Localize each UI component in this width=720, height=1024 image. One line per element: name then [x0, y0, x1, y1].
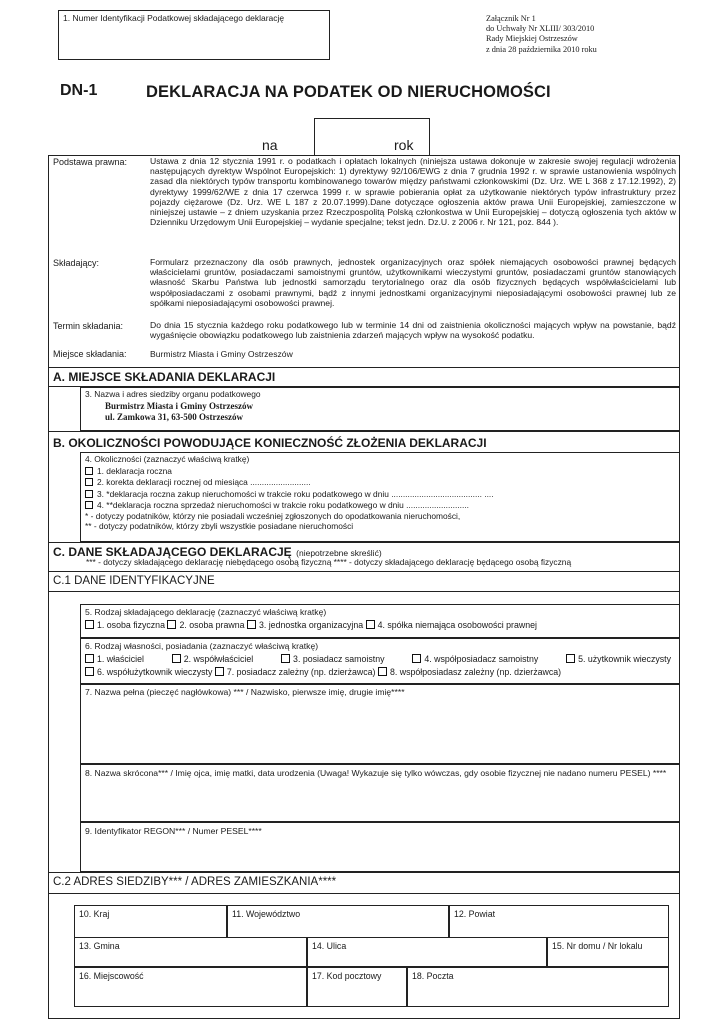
field-label: 12. Powiat — [454, 909, 496, 919]
full-name-label: 7. Nazwa pełna (pieczęć nagłówkowa) *** / Nazwisko, pierwsze imię, drugie imię**** — [85, 687, 405, 697]
short-name-field[interactable] — [80, 764, 680, 822]
skladajacy-label: Składający: — [53, 258, 100, 268]
option-org-unit[interactable] — [247, 620, 363, 630]
ownership-type-label: 6. Rodzaj własności, posiadania (zaznaczyć właściwą kratkę) — [85, 641, 319, 651]
option-label: 2. współwłaściciel — [183, 654, 254, 664]
field-label: 14. Ulica — [312, 941, 347, 951]
tax-office-label: 3. Nazwa i adres siedziby organu podatkowego — [85, 389, 261, 399]
tax-office-field — [80, 387, 680, 431]
divider — [48, 893, 680, 894]
footnote-1: * - dotyczy podatników, którzy nie posiadali wcześniej zgłoszonych do opodatkowania nieruchomości, — [85, 511, 461, 522]
skladajacy-text: Formularz przeznaczony dla osób prawnych, jednostek organizacyjnych oraz spółek niemających osobowości prawnej będących właścicielami gruntów, posiadaczami samoistnymi gruntów, użytkownikami wieczystymi gruntów, posiadaczami gruntów stanowiących własność Skarbu Państwa lub jednostki samorządu terytorialnego oraz dla osób fizycznych będących współwłaścicielami lub współposiadaczami z osobami prawnymi, bądź z innymi jednostkami organizacyjnymi nieposiadającymi osobowości prawnej lub ze spółkami nieposiadającymi osobowości prawnej. — [150, 257, 676, 308]
regon-pesel-field[interactable] — [80, 822, 680, 872]
nip-field[interactable] — [58, 10, 330, 60]
option-company[interactable] — [366, 620, 537, 630]
section-c-title: C. DANE SKŁADAJĄCEGO DEKLARACJĘ — [53, 545, 292, 559]
miejsce-text: Burmistrz Miasta i Gminy Ostrzeszów — [150, 349, 293, 359]
option-label: 4. współposiadacz samoistny — [424, 654, 539, 664]
field-label: 17. Kod pocztowy — [312, 971, 382, 981]
commune-field[interactable] — [74, 937, 307, 967]
post-office-field[interactable] — [407, 967, 669, 1007]
option-label: 4. spółka niemająca osobowości prawnej — [377, 620, 537, 630]
tax-office-name: Burmistrz Miasta i Gminy Ostrzeszów — [105, 401, 253, 412]
option-purchase[interactable] — [81, 489, 679, 500]
divider — [48, 431, 680, 432]
checkbox[interactable] — [85, 654, 94, 663]
option-label: 3. *deklaracja roczna zakup nieruchomości w trakcie roku podatkowego w dniu ....................................... .... — [97, 488, 494, 499]
field-label: 18. Poczta — [412, 971, 454, 981]
option-sale[interactable] — [81, 500, 679, 511]
termin-text: Do dnia 15 stycznia każdego roku podatkowego lub w terminie 14 dni od zaistnienia okoliczności mających wpływ na powstanie, bądź wygaśnięcie obowiązku podatkowego lub zaistnienia zdarzeń mających wpływ na wysokość podatku. — [150, 320, 676, 341]
option-label: 3. jednostka organizacyjna — [258, 620, 364, 630]
option-label: 1. właściciel — [97, 654, 144, 664]
city-field[interactable] — [74, 967, 307, 1007]
option-label: 4. **deklaracja roczna sprzedaż nieruchomości w trakcie roku podatkowego w dniu ........................... — [97, 499, 469, 510]
annex-note — [486, 14, 706, 55]
checkbox[interactable] — [85, 620, 94, 629]
taxpayer-type-field — [80, 604, 680, 638]
option-perpetual-user[interactable] — [566, 653, 671, 666]
checkbox[interactable] — [247, 620, 256, 629]
checkbox[interactable] — [167, 620, 176, 629]
checkbox[interactable] — [566, 654, 575, 663]
ownership-row-1 — [81, 653, 679, 666]
checkbox[interactable] — [85, 478, 93, 486]
field-label: 11. Województwo — [232, 909, 301, 919]
option-natural-person[interactable] — [85, 620, 165, 630]
field-label: 16. Miejscowość — [79, 971, 144, 981]
form-title: DEKLARACJA NA PODATEK OD NIERUCHOMOŚCI — [146, 83, 551, 101]
option-label: 1. osoba fizyczna — [97, 620, 165, 630]
option-label: 5. użytkownik wieczysty — [578, 654, 671, 664]
section-b-title: B. OKOLICZNOŚCI POWODUJĄCE KONIECZNOŚĆ ZŁOŻENIA DEKLARACJI — [53, 436, 487, 450]
county-field[interactable] — [449, 905, 669, 939]
short-name-label: 8. Nazwa skrócona*** / Imię ojca, imię matki, data urodzenia (Uwaga! Wykazuje się tylko wówczas, gdy osobie fizycznej nie nadano numeru PESEL) **** — [85, 768, 667, 778]
option-legal-person[interactable] — [167, 620, 244, 630]
checkbox[interactable] — [85, 490, 93, 498]
section-c2-title: C.2 ADRES SIEDZIBY*** / ADRES ZAMIESZKANIA**** — [53, 876, 337, 888]
annex-line: do Uchwały Nr XLIII/ 303/2010 — [486, 24, 595, 34]
option-co-perpetual-user[interactable] — [85, 667, 212, 677]
option-owner[interactable] — [85, 653, 144, 666]
tax-office-address: ul. Zamkowa 31, 63-500 Ostrzeszów — [105, 412, 243, 423]
ownership-type-field — [80, 638, 680, 684]
option-label: 2. korekta deklaracji rocznej od miesiąca .......................... — [97, 477, 311, 488]
annex-line: Rady Miejskiej Ostrzeszów — [486, 34, 578, 44]
divider — [48, 872, 680, 873]
section-c-note: (niepotrzebne skreślić) — [296, 548, 382, 558]
checkbox[interactable] — [412, 654, 421, 663]
field-label: 10. Kraj — [79, 909, 110, 919]
option-dependent-possessor[interactable] — [215, 667, 376, 677]
option-label: 2. osoba prawna — [179, 620, 245, 630]
section-a-title: A. MIEJSCE SKŁADANIA DEKLARACJI — [53, 370, 276, 384]
circumstances-label: 4. Okoliczności (zaznaczyć właściwą kratkę) — [85, 454, 250, 464]
annex-line: z dnia 28 października 2010 roku — [486, 44, 597, 54]
field-label: 13. Gmina — [79, 941, 120, 951]
checkbox[interactable] — [281, 654, 290, 663]
divider — [48, 367, 680, 368]
checkbox[interactable] — [172, 654, 181, 663]
option-label: 7. posiadacz zależny (np. dzierżawca) — [226, 667, 376, 677]
option-co-dependent-possessor[interactable] — [378, 667, 561, 677]
termin-label: Termin składania: — [53, 321, 124, 331]
circumstances-field — [80, 452, 680, 542]
checkbox[interactable] — [85, 667, 94, 676]
checkbox[interactable] — [85, 501, 93, 509]
checkbox[interactable] — [366, 620, 375, 629]
section-c1-title: C.1 DANE IDENTYFIKACYJNE — [53, 575, 215, 587]
option-co-possessor[interactable] — [412, 653, 538, 666]
country-field[interactable] — [74, 905, 227, 939]
divider — [48, 571, 680, 572]
voivodeship-field[interactable] — [227, 905, 449, 939]
miejsce-label: Miejsce składania: — [53, 349, 127, 359]
year-prefix: na — [262, 137, 278, 153]
ownership-row-2 — [81, 666, 679, 679]
checkbox[interactable] — [85, 467, 93, 475]
podstawa-label: Podstawa prawna: — [53, 157, 128, 167]
option-annual[interactable] — [81, 466, 679, 477]
footnote-2: ** - dotyczy podatników, którzy zbyli wszystkie posiadane nieruchomości — [85, 521, 354, 532]
option-label: 6. współużytkownik wieczysty — [97, 667, 213, 677]
year-suffix: rok — [394, 137, 414, 153]
option-possessor[interactable] — [281, 653, 384, 666]
checkbox[interactable] — [378, 667, 387, 676]
taxpayer-type-label: 5. Rodzaj składającego deklarację (zaznaczyć właściwą kratkę) — [85, 607, 327, 617]
nip-field-label: 1. Numer Identyfikacji Podatkowej składającego deklarację — [63, 13, 285, 23]
regon-pesel-label: 9. Identyfikator REGON*** / Numer PESEL**** — [85, 826, 262, 836]
option-label: 3. posiadacz samoistny — [293, 654, 385, 664]
postal-code-field[interactable] — [307, 967, 407, 1007]
annex-line: Załącznik Nr 1 — [486, 14, 536, 23]
divider — [48, 591, 680, 592]
podstawa-text: Ustawa z dnia 12 stycznia 1991 r. o podatkach i opłatach lokalnych (niniejsza ustawa dokonuje w zakresie swojej regulacji wdrożenia następujących dyrektyw Wspólnot Europejskich: 1) dyrektywy 92/106/EWG z dnia 7 grudnia 1992 r. w sprawie ustanowienia wspólnych zasad dla niektórych typów transportu kombinowanego towarów między państwami członkowskimi (Dz. Urz. WE L 368 z 17.12.1992), 2) dyrektywy 1999/62/WE z dnia 17 czerwca 1999 r. w sprawie pobierania opłat za użytkowanie niektórych typów infrastruktury przez pojazdy ciężarowe (Dz. Urz. WE L 187 z 20.07.1999).Dane dotyczące ogłoszenia aktów prawa Unii Europejskiej, zamieszczone w niniejszej ustawie – z dniem uzyskania przez Rzeczpospolitą Polską członkostwa w Unii Europejskiej – dotyczą ogłoszenia tych aktów w Dzienniku Urzędowym Unii Europejskiej – wydanie specjalne; tekst jedn. Dz.U. z 2006 r. Nr 121, poz. 844 ). — [150, 156, 676, 228]
full-name-field[interactable] — [80, 684, 680, 764]
form-code: DN-1 — [60, 82, 98, 99]
option-co-owner[interactable] — [172, 653, 253, 666]
field-label: 15. Nr domu / Nr lokalu — [552, 941, 643, 951]
checkbox[interactable] — [215, 667, 224, 676]
taxpayer-type-options — [81, 619, 679, 632]
house-number-field[interactable] — [547, 937, 669, 967]
option-label: 8. współposiadasz zależny (np. dzierżawca) — [389, 667, 562, 677]
street-field[interactable] — [307, 937, 547, 967]
section-c-subnote: *** - dotyczy składającego deklarację niebędącego osobą fizyczną **** - dotyczy składającego deklarację będącego osobą fizyczną — [86, 557, 572, 567]
option-correction[interactable] — [81, 477, 679, 488]
option-label: 1. deklaracja roczna — [97, 466, 172, 477]
